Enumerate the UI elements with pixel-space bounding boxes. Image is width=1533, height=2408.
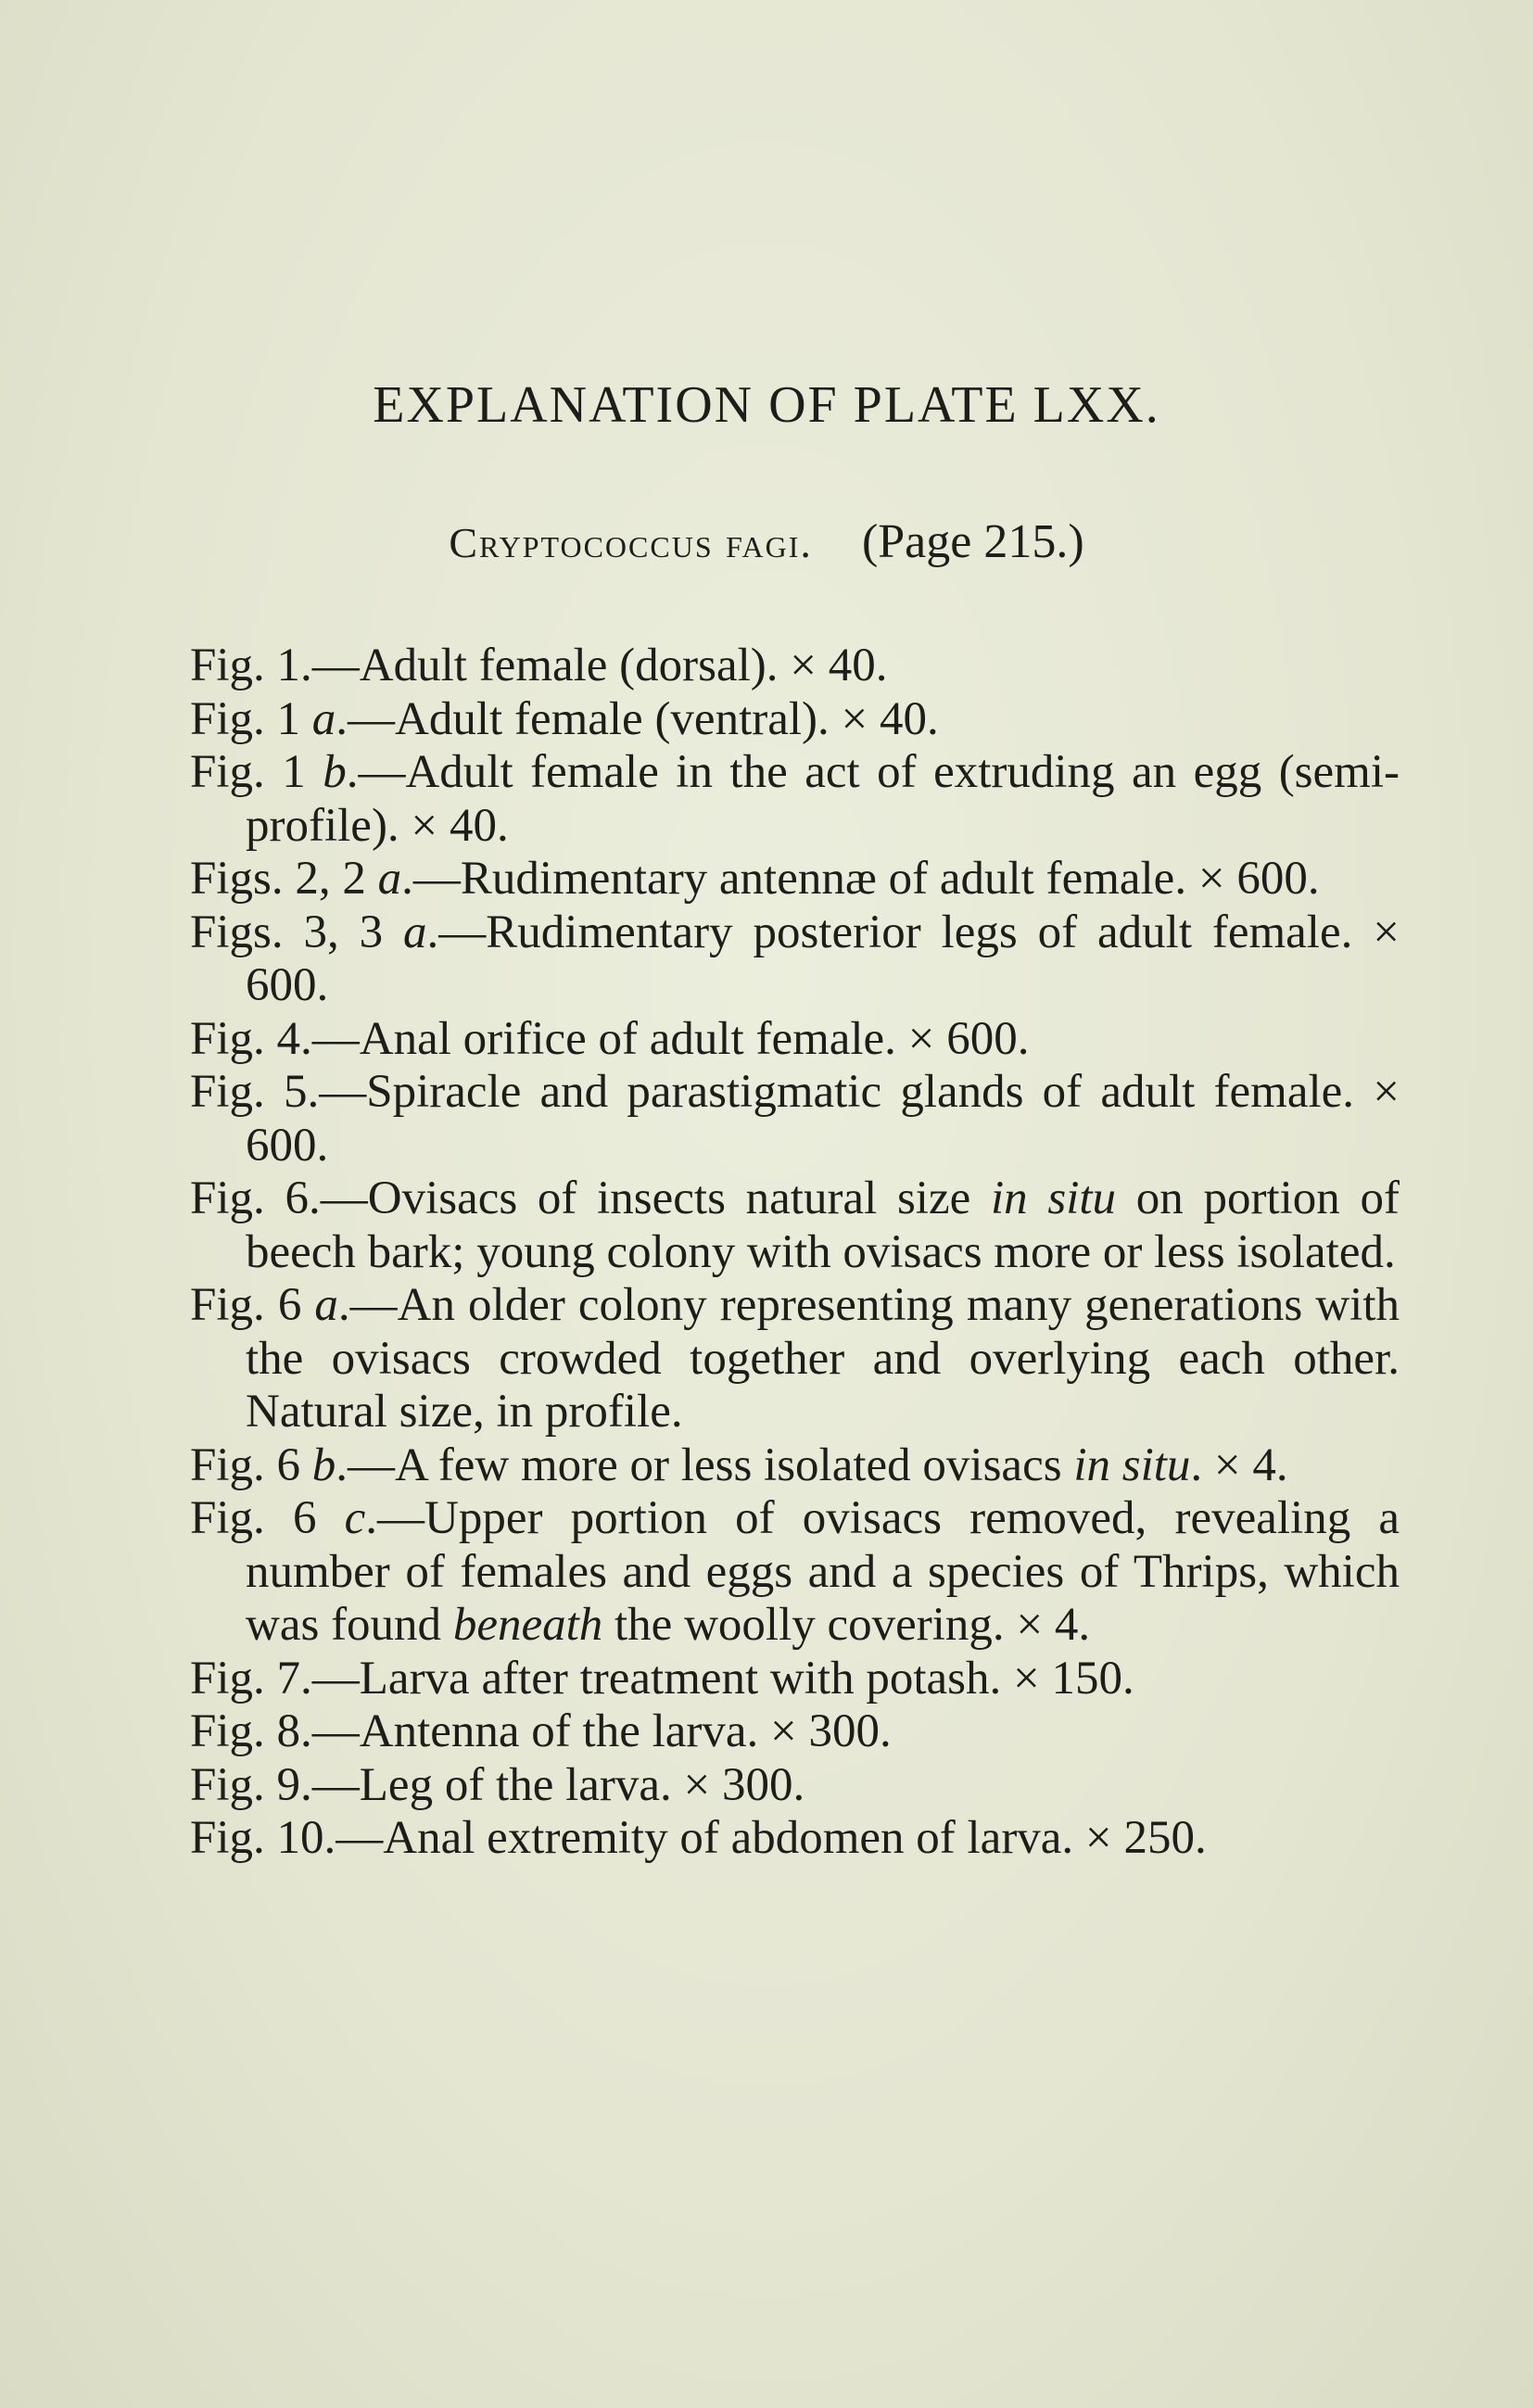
entry-text: Fig. 1 (190, 692, 312, 745)
entry-text: Fig. 8.—Antenna of the larva. × 300. (190, 1705, 892, 1757)
entry-text: Fig. 10.—Anal extremity of abdomen of larva. × 250. (190, 1812, 1207, 1864)
entry-text: Fig. 6 (190, 1438, 312, 1491)
entry-text: Fig. 6 (190, 1279, 315, 1331)
entry-text: .—Rudimentary antennæ of adult female. × 600. (401, 853, 1320, 905)
figure-entry (190, 906, 1400, 1013)
figure-entry (190, 693, 1400, 747)
entry-italic: in situ (990, 1172, 1117, 1224)
entry-text: .—Adult female in the act of extruding an egg (semi-profile). × 40. (246, 746, 1400, 852)
entry-text: on portion of beech bark; young colony with ovisacs more or less isolated. (246, 1172, 1400, 1278)
entry-text: Figs. 3, 3 (190, 906, 404, 958)
plate-title: EXPLANATION OF PLATE LXX. (373, 376, 1160, 434)
species-name: Cryptococcus fagi. (449, 519, 813, 566)
entry-text: Fig. 9.—Leg of the larva. × 300. (190, 1758, 805, 1811)
figure-entry (190, 1812, 1400, 1866)
figure-entry (190, 1279, 1400, 1439)
entry-text: Fig. 6.—Ovisacs of insects natural size (190, 1172, 991, 1224)
entry-text: Fig. 7.—Larva after treatment with potash. × 150. (190, 1652, 1134, 1705)
entry-text: Fig. 4.—Anal orifice of adult female. × 600. (190, 1012, 1030, 1065)
entry-italic: a (311, 692, 336, 745)
entry-italic: c (344, 1492, 366, 1544)
entry-text: .—Upper portion of ovisacs removed, revealing a number of females and eggs and a species of Thrips, which was found (246, 1492, 1400, 1651)
entry-italic: a (403, 906, 427, 958)
entry-text: .—Rudimentary posterior legs of adult female. × 600. (246, 906, 1400, 1011)
entry-text: Fig. 6 (190, 1492, 345, 1544)
entry-text: .—An older colony representing many generations with the ovisacs crowded together and overlying each other. Natural size, in profile. (246, 1279, 1400, 1438)
entry-italic: a (314, 1279, 338, 1331)
plate-subtitle (0, 514, 1533, 569)
entry-text: Fig. 1 (190, 746, 323, 798)
entry-text: .—Adult female (ventral). × 40. (336, 692, 939, 745)
figure-entry (190, 1439, 1400, 1493)
figure-entry (190, 1172, 1400, 1279)
entry-text: the woolly covering. × 4. (602, 1599, 1091, 1651)
entry-text: Fig. 1.—Adult female (dorsal). × 40. (190, 640, 888, 691)
entry-text: Fig. 5.—Spiracle and parastigmatic glands of adult female. × 600. (190, 1066, 1400, 1172)
figure-entry (190, 853, 1400, 906)
figure-entry (190, 1013, 1400, 1067)
figure-explanation-list (190, 640, 1400, 1866)
figure-entry (190, 1066, 1400, 1172)
entry-text: .—A few more or less isolated ovisacs (336, 1438, 1074, 1491)
page-reference: (Page 215.) (861, 515, 1084, 568)
entry-text: Figs. 2, 2 (190, 853, 378, 905)
entry-italic: b (311, 1438, 336, 1491)
entry-italic: a (377, 853, 402, 905)
figure-entry (190, 746, 1400, 853)
figure-entry (190, 640, 1400, 693)
entry-italic: in situ (1073, 1438, 1191, 1491)
entry-italic: beneath (452, 1599, 603, 1651)
entry-text: . × 4. (1190, 1438, 1288, 1491)
figure-entry (190, 1759, 1400, 1813)
entry-italic: b (323, 746, 347, 798)
figure-entry (190, 1653, 1400, 1706)
figure-entry (190, 1492, 1400, 1653)
figure-entry (190, 1705, 1400, 1759)
